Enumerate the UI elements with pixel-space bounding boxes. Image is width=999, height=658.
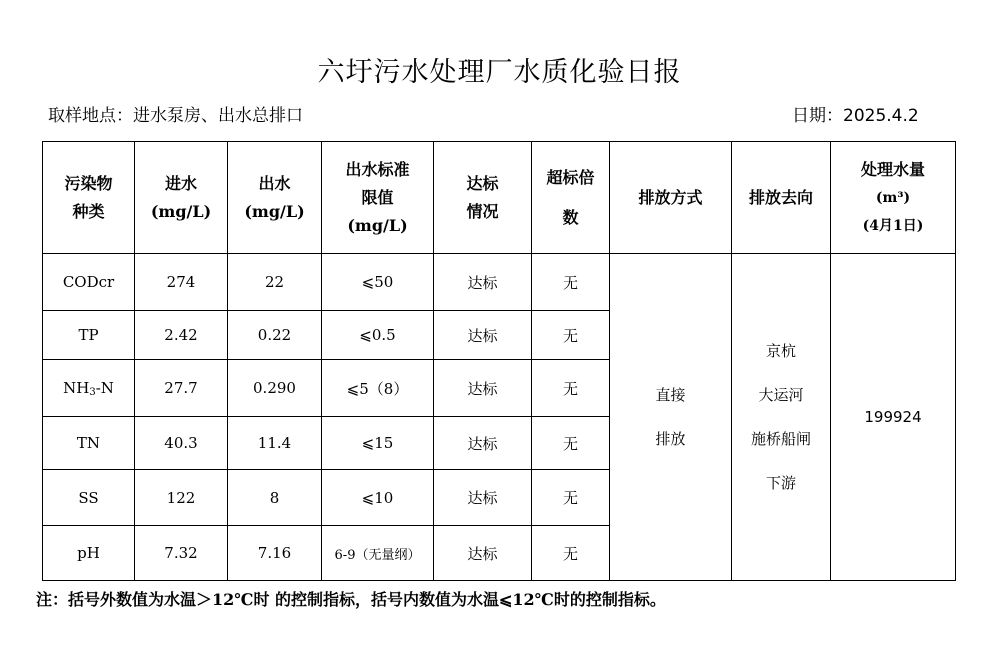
table-row: [43, 254, 956, 311]
table-header-row: [43, 142, 956, 254]
limit-cell: ⩽0.5: [322, 311, 434, 360]
inflow-cell: 27.7: [135, 360, 228, 417]
outflow-cell: 11.4: [228, 417, 322, 470]
outflow-cell: 0.22: [228, 311, 322, 360]
limit-cell: ⩽5（8）: [322, 360, 434, 417]
limit-cell: 6-9（无量纲）: [322, 526, 434, 581]
report-date: 日期：2025.4.2: [792, 106, 919, 126]
header-volume: 处理水量 (m³) (4月1日): [831, 142, 956, 254]
outflow-cell: 7.16: [228, 526, 322, 581]
water-quality-table: [42, 141, 956, 581]
discharge-method-cell: 直接 排放: [610, 254, 732, 581]
pollutant-cell: TN: [43, 417, 135, 470]
exceed-cell: 无: [532, 360, 610, 417]
header-limit: 出水标准 限值 (mg/L): [322, 142, 434, 254]
header-compliance: 达标 情况: [434, 142, 532, 254]
compliance-cell: 达标: [434, 311, 532, 360]
exceed-cell: 无: [532, 470, 610, 526]
pollutant-cell: TP: [43, 311, 135, 360]
sampling-location: 取样地点：进水泵房、出水总排口: [48, 106, 303, 126]
header-exceed: 超标倍 数: [532, 142, 610, 254]
compliance-cell: 达标: [434, 526, 532, 581]
inflow-cell: 40.3: [135, 417, 228, 470]
outflow-cell: 8: [228, 470, 322, 526]
exceed-cell: 无: [532, 417, 610, 470]
header-discharge-method: 排放方式: [610, 142, 732, 254]
outflow-cell: 0.290: [228, 360, 322, 417]
inflow-cell: 2.42: [135, 311, 228, 360]
exceed-cell: 无: [532, 526, 610, 581]
inflow-cell: 122: [135, 470, 228, 526]
report-title: 六圩污水处理厂水质化验日报: [317, 57, 682, 88]
header-outflow: 出水 (mg/L): [228, 142, 322, 254]
outflow-cell: 22: [228, 254, 322, 311]
inflow-cell: 274: [135, 254, 228, 311]
discharge-dest-cell: 京杭 大运河 施桥船闸 下游: [732, 254, 831, 581]
compliance-cell: 达标: [434, 254, 532, 311]
limit-cell: ⩽50: [322, 254, 434, 311]
limit-cell: ⩽15: [322, 417, 434, 470]
compliance-cell: 达标: [434, 360, 532, 417]
header-pollutant: 污染物 种类: [43, 142, 135, 254]
exceed-cell: 无: [532, 311, 610, 360]
header-inflow: 进水 (mg/L): [135, 142, 228, 254]
pollutant-cell: pH: [43, 526, 135, 581]
pollutant-cell: SS: [43, 470, 135, 526]
compliance-cell: 达标: [434, 470, 532, 526]
exceed-cell: 无: [532, 254, 610, 311]
inflow-cell: 7.32: [135, 526, 228, 581]
footnote: 注：括号外数值为水温＞12℃时 的控制指标，括号内数值为水温⩽12℃时的控制指标。: [36, 590, 666, 609]
pollutant-cell: NH3-N: [43, 360, 135, 417]
pollutant-cell: CODcr: [43, 254, 135, 311]
treated-volume-cell: 199924: [831, 254, 956, 581]
compliance-cell: 达标: [434, 417, 532, 470]
limit-cell: ⩽10: [322, 470, 434, 526]
header-discharge-dest: 排放去向: [732, 142, 831, 254]
